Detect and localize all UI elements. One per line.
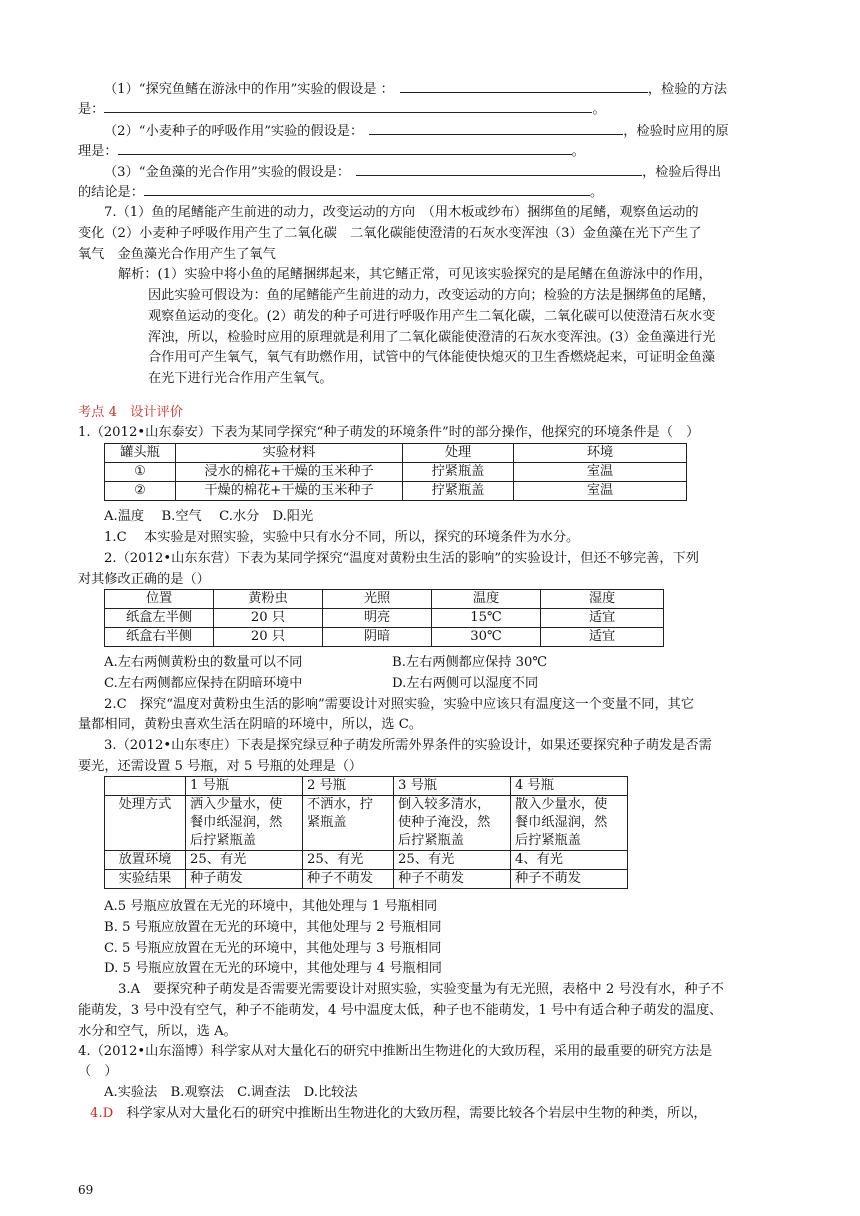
table-cell: 种子不萌发 <box>303 870 394 889</box>
table-cell: ① <box>105 463 176 482</box>
question-3-stem-line2: 要光，还需设置 5 号瓶，对 5 号瓶的处理是（） <box>78 759 363 774</box>
question-2-option-c: C.左右两侧都应保持在阴暗环境中 <box>104 676 303 691</box>
page-number: 69 <box>78 1183 94 1197</box>
table-row <box>105 444 687 463</box>
table-cell: 20 只 <box>214 628 323 647</box>
table-header-cell: 4 号瓶 <box>511 777 628 796</box>
q7-part2-principle: 理是： 。 <box>78 144 585 159</box>
question-4-options: A.实验法 B.观察法 C.调查法 D.比较法 <box>104 1085 358 1100</box>
answer-4-number: 4.D <box>90 1106 114 1121</box>
table-header-cell: 湿度 <box>541 590 664 609</box>
section-heading: 考点 4 设计评价 <box>78 405 183 420</box>
answer-blank[interactable] <box>369 122 623 135</box>
explanation-7-line6: 在光下进行光合作用产生氧气。 <box>148 371 333 386</box>
table-header-cell: 2 号瓶 <box>303 777 394 796</box>
table-cell: 纸盒左半侧 <box>105 609 214 628</box>
question-2-stem-line1: 2.（2012•山东东营）下表为某同学探究“温度对黄粉虫生活的影响”的实验设计，但还不够完善，下列 <box>104 551 699 566</box>
question-2-option-d: D.左右两侧可以湿度不同 <box>392 676 539 691</box>
answer-blank[interactable] <box>118 142 572 155</box>
table-cell: 种子萌发 <box>186 870 303 889</box>
table-cell: 25、有光 <box>186 851 303 870</box>
table-cell: 种子不萌发 <box>511 870 628 889</box>
table-header-cell: 处理 <box>403 444 514 463</box>
question-3-option-b: B. 5 号瓶应放置在无光的环境中，其他处理与 2 号瓶相同 <box>104 920 442 935</box>
table-row <box>105 851 628 870</box>
table-cell: 30℃ <box>432 628 541 647</box>
table-cell: 洒入少量水，使 餐巾纸湿润，然 后拧紧瓶盖 <box>186 796 303 851</box>
question-4-stem-line2: （ ） <box>78 1064 118 1079</box>
table-cell: ② <box>105 482 176 501</box>
answer-4-text: 科学家从对大量化石的研究中推断出生物进化的大致历程，需要比较各个岩层中生物的种类，所以， <box>113 1106 707 1121</box>
table-cell: 浸水的棉花+干燥的玉米种子 <box>176 463 403 482</box>
table-row <box>105 482 687 501</box>
answer-2-line1: 2.C 探究“温度对黄粉虫生活的影响”需要设计对照实验，实验中应该只有温度这一个变量不同，其它 <box>104 697 695 712</box>
question-3-option-a: A.5 号瓶应放置在无光的环境中，其他处理与 1 号瓶相同 <box>104 899 438 914</box>
table-cell: 适宜 <box>541 628 664 647</box>
table-2 <box>104 589 664 647</box>
table-row-label: 处理方式 <box>105 796 186 851</box>
question-3-stem-line1: 3.（2012•山东枣庄）下表是探究绿豆种子萌发所需外界条件的实验设计，如果还要探究种子萌发是否需 <box>104 738 712 753</box>
table-cell: 20 只 <box>214 609 323 628</box>
table-row-label: 放置环境 <box>105 851 186 870</box>
answer-blank[interactable] <box>104 100 592 113</box>
q7-part1-method: 是： 。 <box>78 102 606 117</box>
explanation-7-line2: 因此实验可假设为：鱼的尾鳍能产生前进的动力，改变运动的方向；检验的方法是捆绑鱼的尾鳍， <box>148 288 716 303</box>
explanation-7-line3: 观察鱼运动的变化。(2）萌发的种子可进行呼吸作用产生二氧化碳，二氧化碳可以使澄清石灰水变 <box>148 309 716 324</box>
table-cell: 明亮 <box>323 609 432 628</box>
explanation-7-line5: 合作用可产生氧气，氧气有助燃作用，试管中的气体能使快熄灭的卫生香燃烧起来，可证明金鱼藻 <box>148 350 716 365</box>
q7-part1-prompt: （1）“探究鱼鳍在游泳中的作用”实验的假设是 ： ，检验的方法 <box>104 82 727 97</box>
table-cell: 拧紧瓶盖 <box>403 482 514 501</box>
table-3 <box>104 776 628 889</box>
question-2-option-a: A.左右两侧黄粉虫的数量可以不同 <box>104 655 303 670</box>
table-cell: 种子不萌发 <box>394 870 511 889</box>
table-header-cell <box>105 777 186 796</box>
table-row <box>105 463 687 482</box>
answer-3-line1: 3.A 要探究种子萌发是否需要光需要设计对照实验，实验变量为有无光照，表格中 2 号没有水，种子不 <box>118 982 724 997</box>
question-2-option-b: B.左右两侧都应保持 30℃ <box>392 655 548 670</box>
table-cell: 阴暗 <box>323 628 432 647</box>
table-cell: 室温 <box>514 463 687 482</box>
answer-2-line2: 量都相同，黄粉虫喜欢生活在阴暗的环境中，所以，选 C。 <box>78 717 422 732</box>
question-4-stem-line1: 4.（2012•山东淄博）科学家从对大量化石的研究中推断出生物进化的大致历程，采用的最重要的研究方法是 <box>78 1044 713 1059</box>
answer-3-line2: 能萌发，3 号中没有空气，种子不能萌发，4 号中温度太低，种子也不能萌发，1 号中有适合种子萌发的温度、 <box>78 1003 723 1018</box>
table-cell: 干燥的棉花+干燥的玉米种子 <box>176 482 403 501</box>
answer-4 <box>90 1105 707 1123</box>
table-header-cell: 1 号瓶 <box>186 777 303 796</box>
question-3-option-d: D. 5 号瓶应放置在无光的环境中，其他处理与 4 号瓶相同 <box>104 961 442 976</box>
q7-part3-conclusion: 的结论是： 。 <box>78 185 604 200</box>
table-header-cell: 3 号瓶 <box>394 777 511 796</box>
table-row <box>105 609 664 628</box>
question-2-stem-line2: 对其修改正确的是（） <box>78 572 210 587</box>
table-1 <box>104 443 687 501</box>
answer-7-line1: 7.（1）鱼的尾鳍能产生前进的动力，改变运动的方向 （用木板或纱布）捆绑鱼的尾鳍，观察鱼运动的 <box>104 205 699 220</box>
table-header-cell: 温度 <box>432 590 541 609</box>
table-row <box>105 590 664 609</box>
table-cell: 15℃ <box>432 609 541 628</box>
table-cell: 4、有光 <box>511 851 628 870</box>
answer-7-line2: 变化（2）小麦种子呼吸作用产生了二氧化碳 二氧化碳能使澄清的石灰水变浑浊（3）金鱼藻在光下产生了 <box>78 226 702 241</box>
table-header-cell: 黄粉虫 <box>214 590 323 609</box>
table-header-cell: 环境 <box>514 444 687 463</box>
table-cell: 不洒水，拧 紧瓶盖 <box>303 796 394 851</box>
explanation-7-line4: 浑浊，所以，检验时应用的原理就是利用了二氧化碳能使澄清的石灰水变浑浊。(3）金鱼藻进行光 <box>148 330 716 345</box>
question-1-options: A.温度 B.空气 C.水分 D.阳光 <box>104 509 314 524</box>
table-header-cell: 罐头瓶 <box>105 444 176 463</box>
answer-blank[interactable] <box>400 80 648 93</box>
table-cell: 适宜 <box>541 609 664 628</box>
explanation-7-line1: 解析：(1）实验中将小鱼的尾鳍捆绑起来，其它鳍正常，可见该实验探究的是尾鳍在鱼游泳中的作用， <box>118 267 712 282</box>
table-row <box>105 796 628 851</box>
table-header-cell: 光照 <box>323 590 432 609</box>
answer-blank[interactable] <box>144 183 590 196</box>
table-header-cell: 位置 <box>105 590 214 609</box>
answer-3-line3: 水分和空气，所以，选 A。 <box>78 1024 237 1039</box>
table-cell: 25、有光 <box>303 851 394 870</box>
question-1-stem: 1.（2012•山东泰安）下表为某同学探究“种子萌发的环境条件”时的部分操作，他探究的环境条件是（ ） <box>78 425 700 440</box>
table-cell: 室温 <box>514 482 687 501</box>
table-cell: 25、有光 <box>394 851 511 870</box>
q7-part3-prompt: （3）“金鱼藻的光合作用”实验的假设是： ，检验后得出 <box>104 165 722 180</box>
table-row <box>105 870 628 889</box>
table-cell: 倒入较多清水， 使种子淹没，然 后拧紧瓶盖 <box>394 796 511 851</box>
question-3-option-c: C. 5 号瓶应放置在无光的环境中，其他处理与 3 号瓶相同 <box>104 941 442 956</box>
table-cell: 散入少量水，使 餐巾纸湿润，然 后拧紧瓶盖 <box>511 796 628 851</box>
table-header-cell: 实验材料 <box>176 444 403 463</box>
q7-part2-prompt: （2）“小麦种子的呼吸作用”实验的假设是： ，检验时应用的原 <box>104 124 729 139</box>
table-row <box>105 628 664 647</box>
table-row-label: 实验结果 <box>105 870 186 889</box>
table-cell: 纸盒右半侧 <box>105 628 214 647</box>
answer-7-line3: 氧气 金鱼藻光合作用产生了氧气 <box>78 247 276 262</box>
table-row <box>105 777 628 796</box>
answer-1: 1.C 本实验是对照实验，实验中只有水分不同，所以，探究的环境条件为水分。 <box>104 530 580 545</box>
answer-blank[interactable] <box>356 163 642 176</box>
table-cell: 拧紧瓶盖 <box>403 463 514 482</box>
